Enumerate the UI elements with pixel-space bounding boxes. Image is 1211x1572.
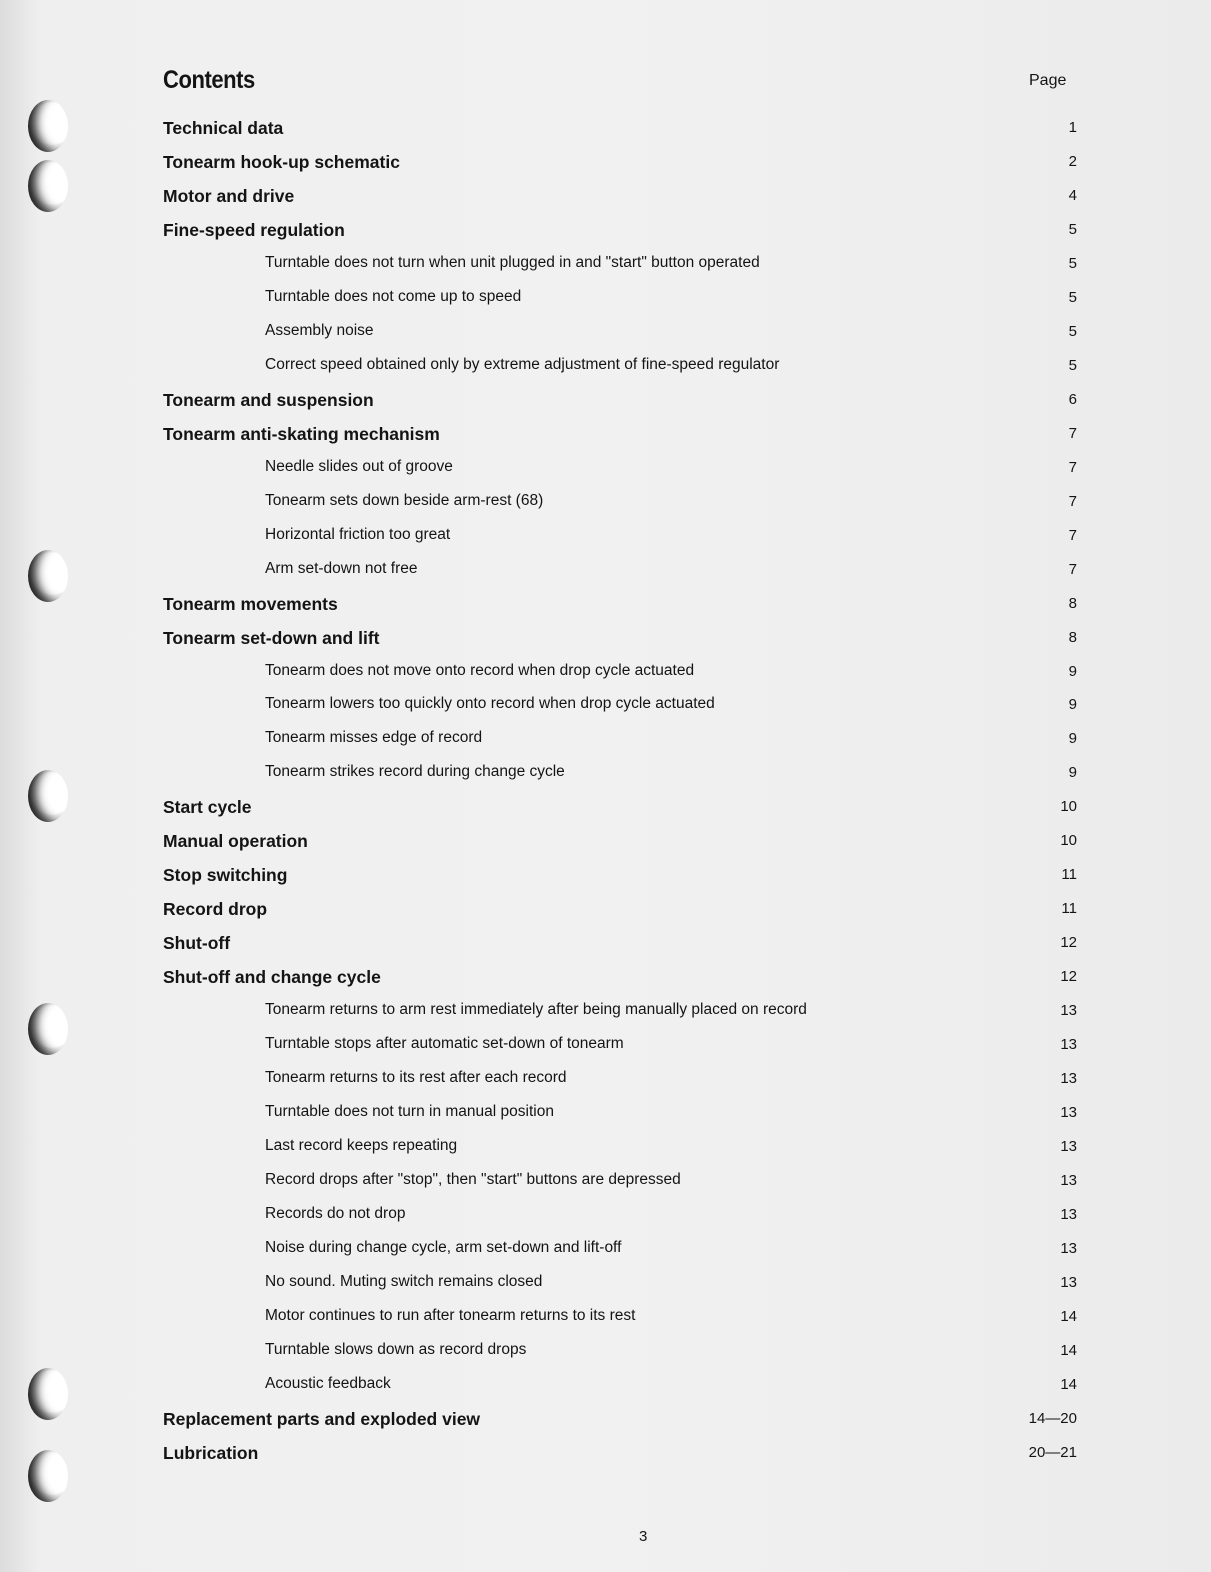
toc-entry-page: 13	[1060, 1070, 1077, 1088]
toc-entry	[0, 1375, 1211, 1409]
toc-entry-title: Tonearm sets down beside arm-rest (68)	[265, 491, 544, 509]
toc-entry-title: Record drops after "stop", then "start" buttons are depressed	[265, 1171, 681, 1189]
toc-entry-title: Tonearm does not move onto record when drop cycle actuated	[265, 661, 695, 679]
toc-entry	[0, 288, 1211, 322]
toc-entry-title: Tonearm strikes record during change cycle	[265, 763, 565, 781]
toc-entry-page: 5	[1068, 254, 1077, 272]
toc-entry-page: 12	[1060, 968, 1077, 986]
toc-entry	[0, 1069, 1211, 1103]
toc-entry	[0, 356, 1211, 390]
toc-entry-page: 9	[1068, 696, 1077, 714]
toc-entry-title: Shut-off and change cycle	[163, 967, 381, 988]
page-number: 3	[639, 1528, 648, 1545]
toc-entry	[0, 118, 1211, 152]
toc-entry	[0, 526, 1211, 560]
toc-entry	[0, 662, 1211, 696]
toc-entry-page: 14	[1060, 1341, 1077, 1359]
toc-entry	[0, 763, 1211, 797]
toc-entry	[0, 560, 1211, 594]
toc-entry-page: 7	[1068, 526, 1077, 544]
toc-entry-page: 9	[1068, 662, 1077, 680]
toc-entry	[0, 492, 1211, 526]
toc-entry-title: Turntable stops after automatic set-down of tonearm	[265, 1035, 624, 1053]
toc-entry-page: 5	[1068, 288, 1077, 306]
toc-entry-page: 13	[1060, 1104, 1077, 1122]
toc-entry-page: 9	[1068, 730, 1077, 748]
toc-entry-title: Tonearm movements	[163, 593, 338, 614]
toc-entry-page: 14	[1060, 1307, 1077, 1325]
toc-entry	[0, 186, 1211, 220]
toc-entry-title: Tonearm anti-skating mechanism	[163, 423, 440, 444]
toc-entry-page: 13	[1060, 1240, 1077, 1257]
toc-entry-title: Replacement parts and exploded view	[163, 1408, 481, 1429]
toc-entry	[0, 1171, 1211, 1205]
toc-entry	[0, 831, 1211, 865]
toc-entry-page: 4	[1068, 186, 1077, 204]
toc-entry-title: Motor and drive	[163, 185, 295, 206]
toc-entry-title: Tonearm and suspension	[163, 389, 374, 410]
toc-entry-page: 5	[1068, 220, 1077, 238]
toc-entry-title: Shut-off	[163, 933, 231, 954]
toc-entry-page: 9	[1068, 764, 1077, 782]
toc-entry-page: 7	[1068, 424, 1077, 442]
toc-entry	[0, 1341, 1211, 1375]
toc-entry-page: 1	[1068, 119, 1077, 136]
toc-entry-title: Noise during change cycle, arm set-down and lift-off	[265, 1239, 622, 1256]
toc-entry	[0, 1239, 1211, 1273]
toc-entry-page: 5	[1068, 356, 1077, 374]
toc-entry-page: 13	[1060, 1206, 1077, 1224]
toc-entry	[0, 797, 1211, 831]
toc-entry	[0, 322, 1211, 356]
toc-entry-title: Tonearm lowers too quickly onto record when drop cycle actuated	[265, 695, 715, 713]
toc-entry-page: 13	[1060, 1273, 1077, 1291]
toc-entry	[0, 1273, 1211, 1307]
toc-entry	[0, 390, 1211, 424]
toc-entry-page: 2	[1068, 152, 1077, 170]
toc-entry	[0, 594, 1211, 628]
toc-entry-title: Tonearm returns to its rest after each record	[265, 1069, 567, 1087]
toc-entry	[0, 1307, 1211, 1341]
toc-entry	[0, 1035, 1211, 1069]
toc-entry-title: Start cycle	[163, 797, 252, 818]
toc-entry	[0, 1137, 1211, 1171]
toc-entry	[0, 695, 1211, 729]
toc-entry-page: 7	[1068, 458, 1077, 476]
toc-entry-title: Lubrication	[163, 1442, 259, 1463]
toc-entry-title: Manual operation	[163, 831, 308, 852]
toc-entry	[0, 1443, 1211, 1477]
toc-entry-title: Turntable does not turn when unit plugged in and "start" button operated	[265, 253, 760, 271]
toc-entry-page: 14	[1060, 1375, 1077, 1393]
toc-entry-page: 7	[1068, 492, 1077, 510]
page-title: Contents	[163, 66, 255, 94]
toc-entry	[0, 865, 1211, 899]
toc-entry	[0, 628, 1211, 662]
toc-entry-title: Assembly noise	[265, 321, 374, 339]
toc-entry-title: Arm set-down not free	[265, 559, 418, 577]
toc-entry-title: Record drop	[163, 899, 268, 920]
toc-entry-page: 13	[1060, 1172, 1077, 1190]
toc-entry	[0, 152, 1211, 186]
toc-entry	[0, 967, 1211, 1001]
toc-entry-page: 13	[1060, 1138, 1077, 1156]
toc-entry	[0, 1205, 1211, 1239]
toc-entry-title: No sound. Muting switch remains closed	[265, 1272, 543, 1290]
toc-entry	[0, 899, 1211, 933]
toc-entry	[0, 1409, 1211, 1443]
toc-entry-title: Motor continues to run after tonearm returns to its rest	[265, 1306, 636, 1324]
toc-entry	[0, 933, 1211, 967]
toc-entry-page: 11	[1061, 866, 1077, 884]
toc-entry-title: Records do not drop	[265, 1205, 406, 1223]
toc-entry-page: 12	[1060, 934, 1077, 952]
toc-entry	[0, 458, 1211, 492]
toc-entry-title: Technical data	[163, 118, 284, 138]
toc-entry-title: Tonearm set-down and lift	[163, 627, 380, 648]
toc-entry-title: Tonearm hook-up schematic	[163, 151, 400, 172]
toc-entry-title: Acoustic feedback	[265, 1374, 391, 1392]
toc-entry-title: Needle slides out of groove	[265, 457, 453, 475]
toc-entry-page: 11	[1061, 900, 1077, 918]
toc-entry-page: 14—20	[1028, 1409, 1077, 1427]
toc-entry-page: 13	[1060, 1002, 1077, 1020]
toc-entry-page: 5	[1068, 322, 1077, 340]
toc-entry-page: 10	[1060, 798, 1077, 816]
toc-entry-title: Horizontal friction too great	[265, 525, 451, 543]
toc-entry-page: 7	[1068, 560, 1077, 578]
toc-entry-page: 20—21	[1028, 1443, 1077, 1461]
page-column-header: Page	[1029, 72, 1067, 89]
toc-entry-title: Tonearm misses edge of record	[265, 729, 483, 747]
toc-entry-title: Last record keeps repeating	[265, 1137, 458, 1155]
toc-entry-title: Tonearm returns to arm rest immediately after being manually placed on record	[265, 1001, 807, 1019]
toc-entry	[0, 1001, 1211, 1035]
toc-entry-title: Turntable does not turn in manual position	[265, 1103, 554, 1121]
toc-entry-title: Stop switching	[163, 865, 288, 886]
toc-entry-page: 13	[1060, 1036, 1077, 1054]
toc-entry-title: Turntable does not come up to speed	[265, 287, 522, 305]
toc-entry	[0, 254, 1211, 288]
toc-entry-page: 8	[1068, 628, 1077, 646]
toc-entry-page: 8	[1068, 594, 1077, 612]
toc-entry	[0, 1103, 1211, 1137]
toc-entry	[0, 729, 1211, 763]
toc-entry	[0, 220, 1211, 254]
toc-entry-title: Correct speed obtained only by extreme adjustment of fine-speed regulator	[265, 355, 780, 373]
toc-entry-title: Fine-speed regulation	[163, 219, 345, 240]
toc-entry	[0, 424, 1211, 458]
toc-entry-title: Turntable slows down as record drops	[265, 1340, 527, 1358]
toc-entry-page: 6	[1068, 390, 1077, 408]
toc-entry-page: 10	[1060, 832, 1077, 850]
